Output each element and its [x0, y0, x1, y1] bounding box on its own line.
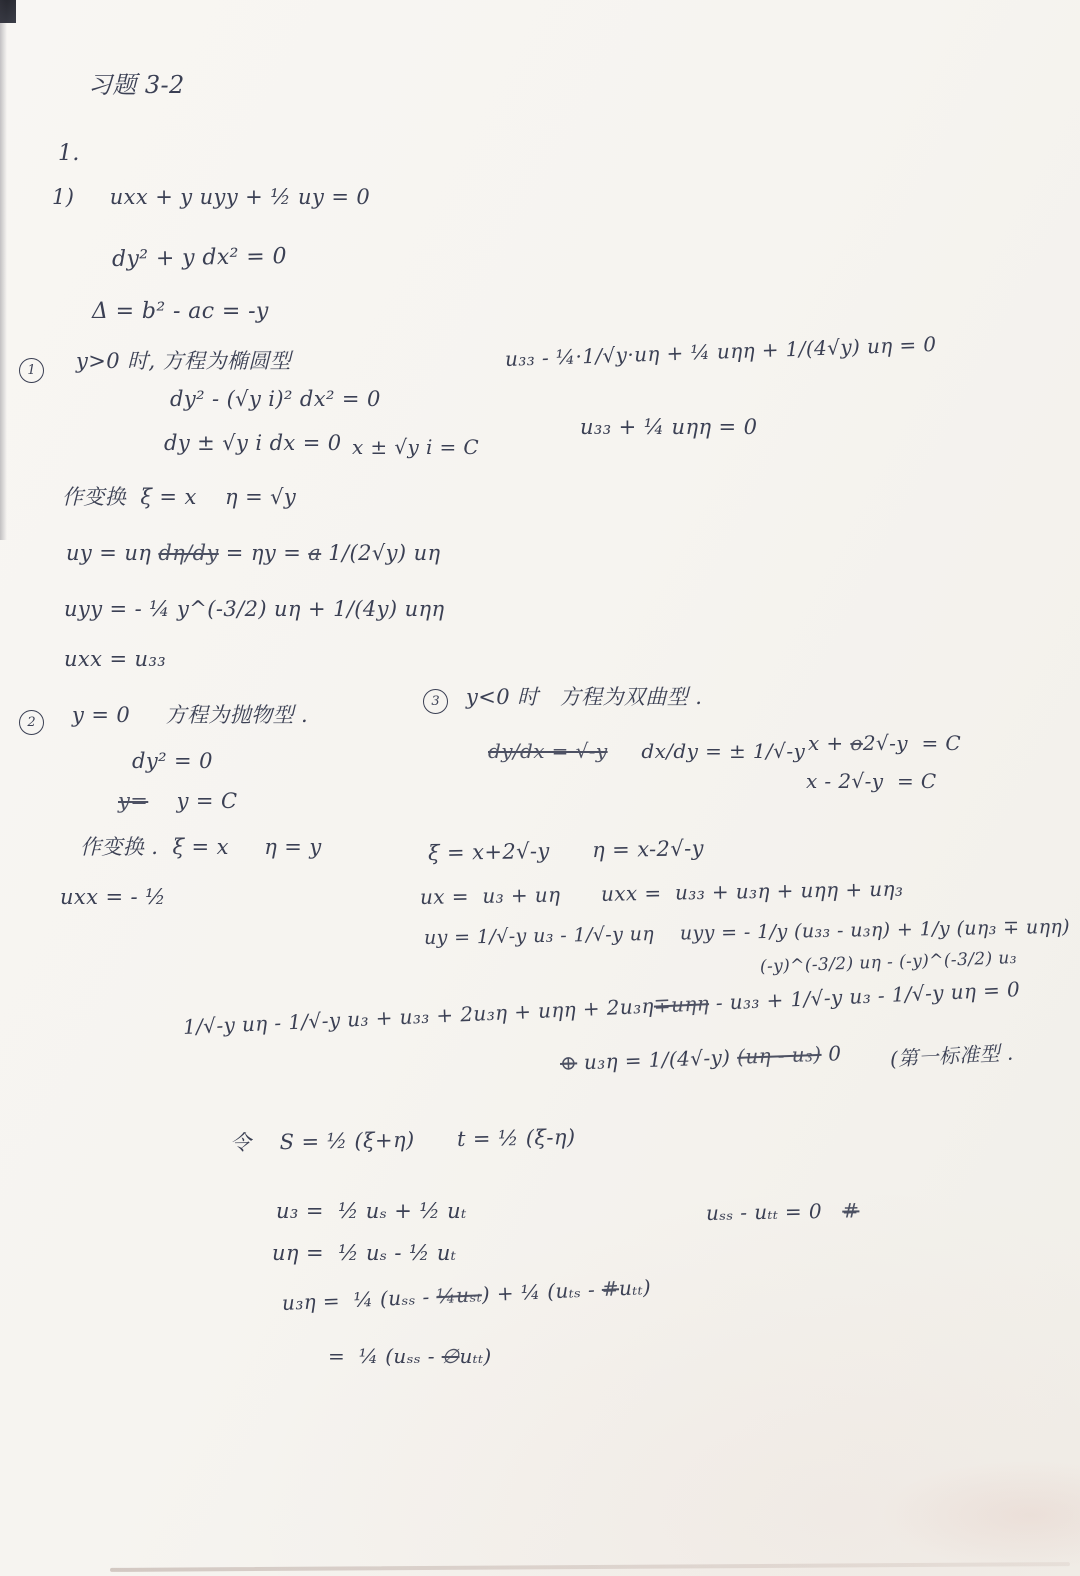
text-segment: uxx = u₃₃	[64, 647, 167, 671]
text-segment: uy = uη	[66, 541, 159, 565]
struck-text: o	[850, 731, 863, 755]
bottom-right-smudge	[880, 1460, 1080, 1570]
uxi-st-line	[276, 1200, 467, 1223]
case3-heading-line	[466, 686, 702, 709]
ueta-st-line	[272, 1242, 456, 1265]
transform1-line	[62, 486, 296, 509]
struck-text: dη/dy	[158, 541, 219, 565]
text-segment: x +	[808, 731, 851, 755]
text-segment: u₃ = ½ uₛ + ½ uₜ	[276, 1199, 467, 1223]
struck-text: #	[601, 1276, 620, 1302]
text-segment: ) + ¼ (uₜₛ -	[481, 1277, 603, 1307]
text-segment: 1) uxx + y uyy + ½ uy = 0	[52, 185, 371, 209]
text-segment: (第一标准型 .	[889, 1040, 1015, 1071]
text-segment: y>0 时, 方程为椭圆型	[76, 349, 292, 373]
struck-text: ∅	[441, 1344, 460, 1368]
text-segment: 习题 3-2	[88, 71, 185, 99]
text-segment: u₃η = 1/(4√-y)	[576, 1044, 738, 1075]
struck-text: ¼uₛₜ	[435, 1282, 483, 1309]
case3-root-minus-line	[806, 770, 937, 792]
wave-eq-line	[706, 1199, 860, 1224]
discriminant-line	[92, 300, 269, 324]
struck-text: ⊕	[559, 1050, 578, 1075]
text-segment: 2√-y = C	[862, 731, 962, 755]
uxx-chain-line	[64, 648, 166, 671]
text-segment: 0	[821, 1041, 842, 1066]
title-line	[88, 72, 185, 98]
case1-heading-line	[76, 350, 291, 373]
problem-number-line	[58, 142, 80, 166]
text-segment: u₃₃ - ¼·1/√y·uη + ¼ uηη + 1/(4√y) uη = 0	[504, 331, 937, 371]
uy-chain-line	[66, 542, 441, 565]
case1-canonical-raw-line	[505, 333, 937, 370]
text-segment: y = 0 方程为抛物型 .	[72, 703, 309, 727]
struck-text: a	[308, 541, 322, 565]
text-segment: - u₃₃ + 1/√-y u₃ - 1/√-y uη = 0	[708, 977, 1021, 1016]
text-segment: 令 S = ½ (ξ+η) t = ½ (ξ-η)	[229, 1124, 576, 1155]
text-segment: uy = 1/√-y u₃ - 1/√-y uη uyy = - 1/y (u₃₃ - u₃η) + 1/y (uη₃ ∓ uηη)	[423, 915, 1071, 949]
case3-root-plus-line	[808, 732, 961, 754]
text-segment: dy² + y dx² = 0	[111, 243, 288, 272]
text-segment: 作变换 . ξ = x η = y	[80, 835, 322, 859]
transform2-line	[80, 836, 322, 859]
case1-factored-line	[170, 388, 381, 411]
characteristic-line	[112, 245, 287, 272]
text-segment: ux = u₃ + uη uxx = u₃₃ + u₃η + uηη + uη₃	[419, 876, 904, 909]
text-segment: = ηy =	[218, 541, 309, 565]
text-segment: uₛₛ - uₜₜ = 0	[705, 1198, 843, 1225]
struck-text: dy/dx = √-y	[488, 739, 608, 763]
text-segment: dy ± √y i dx = 0	[164, 431, 342, 455]
text-segment: 1.	[58, 141, 80, 166]
case2-canonical-line	[60, 886, 166, 909]
text-segment: u₃₃ + ¼ uηη = 0	[580, 415, 758, 439]
text-segment: = ¼ (uₛₛ -	[328, 1344, 442, 1368]
text-segment: 作变换 ξ = x η = √y	[62, 485, 297, 509]
uy-uyy-line	[424, 917, 1070, 949]
struck-text: y=	[118, 789, 149, 813]
text-segment: uη = ½ uₛ - ½ uₜ	[272, 1241, 457, 1265]
text-segment: uₜₜ)	[459, 1344, 492, 1368]
text-segment: u₃η = ¼ (uₛₛ -	[281, 1284, 437, 1315]
struck-text: #	[842, 1198, 860, 1223]
case1-invariant-line	[352, 436, 479, 458]
transform3-line	[428, 837, 704, 865]
left-edge-shadow	[0, 0, 7, 540]
text-segment: x ± √y i = C	[352, 435, 480, 459]
text-segment: y<0 时 方程为双曲型 .	[466, 685, 703, 709]
case1-circled-number: 1	[19, 358, 44, 383]
text-segment: dy² = 0	[132, 749, 213, 773]
uyy-chain-line	[64, 598, 444, 621]
power-terms-line	[760, 949, 1018, 977]
text-segment: uyy = - ¼ y^(-3/2) uη + 1/(4y) uηη	[64, 597, 445, 621]
struck-text: ∓uηη	[653, 991, 710, 1018]
ux-uxx-line	[420, 878, 904, 908]
text-segment: uₜₜ)	[618, 1274, 652, 1301]
text-segment: uxx = - ½	[60, 885, 166, 909]
uxieta-st-line	[282, 1276, 652, 1314]
text-segment: 1/(2√y) uη	[321, 541, 441, 565]
case2-circled-number: 2	[19, 710, 44, 735]
text-segment: y = C	[148, 789, 238, 813]
case3-circled-number: 3	[423, 689, 448, 714]
text-segment: Δ = b² - ac = -y	[92, 299, 269, 324]
case3-ode-line	[488, 740, 805, 762]
case1-canonical-line	[580, 416, 757, 439]
text-segment: dx/dy = ± 1/√-y	[607, 739, 806, 763]
struck-text: (uη - u₃)	[736, 1041, 822, 1069]
transform4-line	[230, 1126, 576, 1155]
canonical1-eq-line	[560, 1042, 842, 1074]
case2-invariant-line	[118, 790, 237, 813]
uxieta-simplified-line	[328, 1345, 492, 1367]
canonical1-note-line	[889, 1042, 1014, 1070]
case2-char-line	[132, 750, 213, 773]
text-segment: dy² - (√y i)² dx² = 0	[170, 387, 381, 411]
text-segment: ξ = x+2√-y η = x-2√-y	[427, 836, 705, 865]
text-segment: (-y)^(-3/2) uη - (-y)^(-3/2) u₃	[759, 948, 1018, 977]
pde-line	[52, 186, 370, 209]
case2-heading-line	[72, 704, 308, 727]
text-segment: x - 2√-y = C	[806, 769, 937, 793]
text-segment: 1/√-y uη - 1/√-y u₃ + u₃₃ + 2u₃η + uηη + 2u₃η	[182, 993, 655, 1039]
case1-roots-line	[164, 432, 342, 455]
expanded-eq-line	[183, 978, 1021, 1038]
